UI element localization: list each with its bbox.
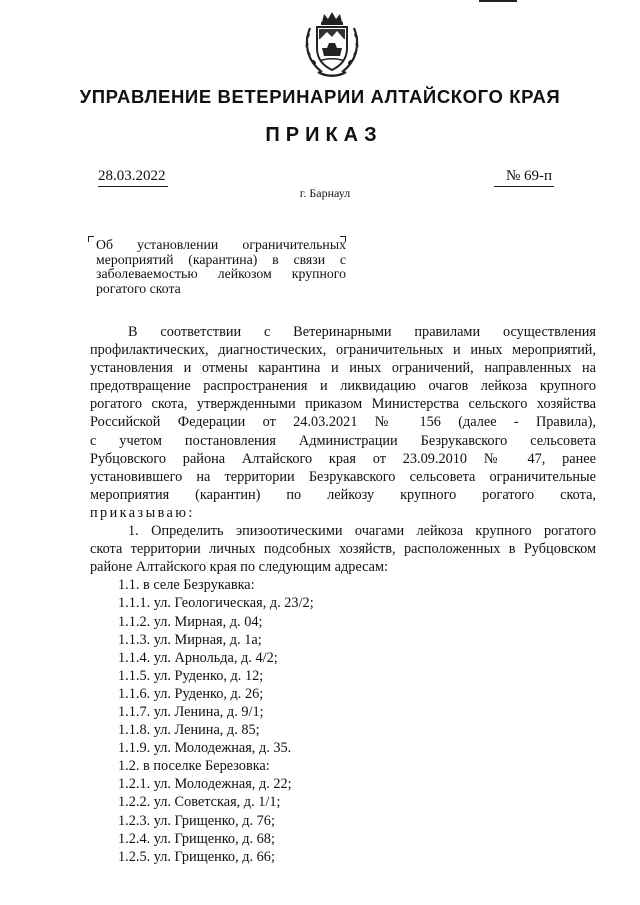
document-subject [96,238,346,296]
preamble-line: установления и отмены карантина и иных ограничений, направленных на [90,360,596,377]
document-city: г. Барнаул [299,186,351,200]
list-item: 1.1.3. ул. Мирная, д. 1а; [118,631,262,648]
preamble-line: рогатого скота, утвержденными приказом Министерства сельского хозяйства [90,396,596,413]
list-item: 1.1.2. ул. Мирная, д. 04; [118,613,263,630]
list-item: 1.1.8. ул. Ленина, д. 85; [118,722,260,739]
list-item: 1.2.5. ул. Грищенко, д. 66; [118,848,275,865]
subject-line: мероприятий (карантина) в связи с [96,251,346,267]
list-item: 1.1.1. ул. Геологическая, д. 23/2; [118,595,314,612]
clause-line: скота территории личных подсобных хозяйств, расположенных в Рубцовском [90,541,596,558]
list-item: 1.2. в поселке Березовка: [118,758,270,775]
clause-line: 1. Определить эпизоотическими очагами лейкоза крупного рогатого [128,523,596,540]
document-type-title: ПРИКАЗ [265,124,383,146]
preamble-line: мероприятия (карантин) по лейкозу крупного рогатого скота, [90,486,596,503]
clause-line: районе Алтайского края по следующим адресам: [90,559,389,576]
list-item: 1.1.7. ул. Ленина, д. 9/1; [118,703,264,720]
preamble-line: с учетом постановления Администрации Безрукавского сельсовета [90,432,596,449]
organization-name: УПРАВЛЕНИЕ ВЕТЕРИНАРИИ АЛТАЙСКОГО КРАЯ [79,86,561,107]
list-item: 1.1. в селе Безрукавка: [118,577,255,594]
order-word: приказываю: [90,504,195,521]
preamble-line: В соответствии с Ветеринарными правилами осуществления [128,324,596,340]
preamble-line: Российской Федерации от 24.03.2021 № 156 (далее - Правила), [90,414,596,431]
scan-top-mark [479,0,517,2]
list-item: 1.2.3. ул. Грищенко, д. 76; [118,812,275,829]
list-item: 1.1.9. ул. Молодежная, д. 35. [118,740,292,757]
list-item: 1.2.1. ул. Молодежная, д. 22; [118,776,292,793]
coat-of-arms-icon [300,8,364,80]
preamble-line: предотвращение распространения и ликвидацию очагов лейкоза крупного [90,378,596,395]
preamble-line: установившего на территории Безрукавского сельсовета ограничительные [90,468,596,485]
list-item: 1.2.2. ул. Советская, д. 1/1; [118,794,281,811]
list-item: 1.1.5. ул. Руденко, д. 12; [118,667,264,684]
document-number: № 69-п [494,168,554,187]
preamble-line: профилактических, диагностических, ограничительных и иных мероприятий, [90,342,596,359]
subject-line: рогатого скота [96,280,181,296]
document-date: 28.03.2022 [98,168,168,187]
subject-line: заболеваемостью лейкозом крупного [96,266,346,282]
preamble-line: Рубцовского района Алтайского края от 23.09.2010 № 47, ранее [90,450,596,467]
list-item: 1.1.6. ул. Руденко, д. 26; [118,685,264,702]
list-item: 1.1.4. ул. Арнольда, д. 4/2; [118,649,278,666]
list-item: 1.2.4. ул. Грищенко, д. 68; [118,830,275,847]
subject-bracket-left [88,236,94,242]
subject-line: Об установлении ограничительных [96,237,346,252]
document-body [90,323,596,866]
